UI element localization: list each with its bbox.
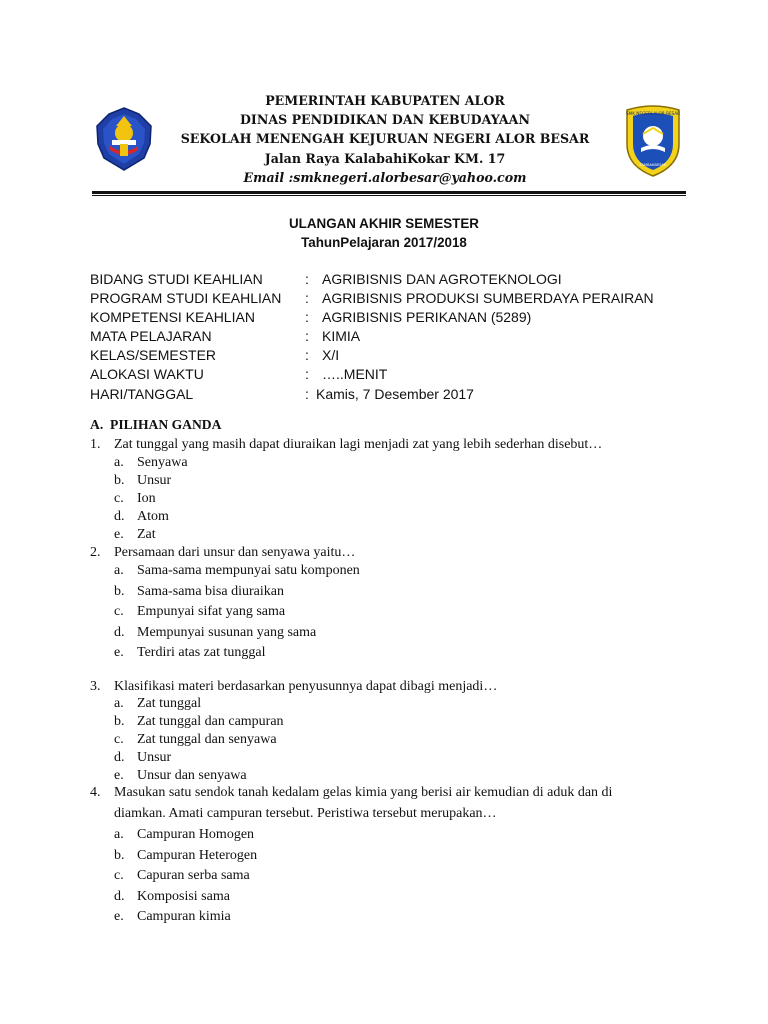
info-label: KOMPETENSI KEAHLIAN (90, 309, 255, 325)
option-text: Mempunyai susunan yang sama (137, 625, 317, 640)
letterhead-divider-thin (92, 195, 686, 196)
info-label: PROGRAM STUDI KEAHLIAN (90, 290, 282, 306)
answer-option (0, 909, 768, 927)
option-letter: c. (114, 491, 124, 506)
answer-option (0, 527, 768, 545)
info-label: ALOKASI WAKTU (90, 366, 204, 382)
letterhead-address: Jalan Raya KalabahiKokar KM. 17 (264, 151, 506, 166)
option-letter: d. (114, 889, 125, 904)
email-address: smknegeri.alorbesar@yahoo.com (293, 170, 527, 185)
option-letter: a. (114, 827, 124, 842)
option-letter: e. (114, 909, 124, 924)
option-text: Komposisi sama (137, 889, 230, 904)
option-letter: b. (114, 473, 125, 488)
info-value: …..MENIT (322, 366, 388, 382)
option-letter: b. (114, 714, 125, 729)
answer-option (0, 750, 768, 768)
option-letter: e. (114, 527, 124, 542)
letterhead-divider-thick (92, 191, 686, 194)
question-text: diamkan. Amati campuran tersebut. Peristiwa tersebut merupakan… (114, 806, 497, 821)
option-text: Terdiri atas zat tunggal (137, 645, 266, 660)
option-text: Senyawa (137, 455, 188, 470)
option-text: Campuran Heterogen (137, 848, 258, 863)
info-colon: : (305, 271, 309, 287)
option-text: Empunyai sifat yang sama (137, 604, 286, 619)
option-text: Zat tunggal dan campuran (137, 714, 284, 729)
option-letter: e. (114, 645, 124, 660)
option-text: Zat tunggal (137, 696, 202, 711)
question-text: Zat tunggal yang masih dapat diuraikan lagi menjadi zat yang lebih sederhan disebut… (114, 437, 603, 452)
info-colon: : (305, 386, 309, 402)
option-letter: a. (114, 455, 124, 470)
question-number: 4. (90, 785, 101, 800)
option-text: Zat tunggal dan senyawa (137, 732, 277, 747)
answer-option (0, 732, 768, 750)
section-heading: A. PILIHAN GANDA (90, 417, 222, 432)
exam-title: ULANGAN AKHIR SEMESTER (289, 216, 479, 231)
logo-top-text: SMK NEGERI ALOR BESAR (625, 111, 681, 116)
answer-option (0, 455, 768, 473)
answer-option (0, 868, 768, 886)
info-value: AGRIBISNIS PERIKANAN (5289) (322, 309, 532, 325)
info-colon: : (305, 290, 309, 306)
answer-option (0, 645, 768, 663)
answer-option (0, 625, 768, 643)
option-text: Unsur dan senyawa (137, 768, 247, 783)
letterhead-line-2: DINAS PENDIDIKAN DAN KEBUDAYAAN (240, 112, 530, 127)
question-text: Klasifikasi materi berdasarkan penyusunnya dapat dibagi menjadi… (114, 679, 498, 694)
option-letter: d. (114, 625, 125, 640)
info-value: AGRIBISNIS PRODUKSI SUMBERDAYA PERAIRAN (322, 290, 654, 306)
option-letter: a. (114, 696, 124, 711)
option-text: Zat (137, 527, 156, 542)
info-row (0, 271, 768, 289)
info-label: BIDANG STUDI KEAHLIAN (90, 271, 263, 287)
info-label: HARI/TANGGAL (90, 386, 194, 402)
question-number: 3. (90, 679, 101, 694)
option-letter: c. (114, 732, 124, 747)
answer-option (0, 848, 768, 866)
info-value: KIMIA (322, 328, 361, 344)
option-letter: e. (114, 768, 124, 783)
info-row (0, 309, 768, 327)
info-row (0, 366, 768, 384)
option-text: Campuran Homogen (137, 827, 255, 842)
option-letter: b. (114, 584, 125, 599)
logo-bottom-text: TAMBAKBESAR (639, 163, 667, 167)
answer-option (0, 563, 768, 581)
info-colon: : (305, 347, 309, 363)
email-label: Email : (243, 170, 294, 185)
answer-option (0, 889, 768, 907)
option-text: Sama-sama bisa diuraikan (137, 584, 284, 599)
letterhead-line-3: SEKOLAH MENENGAH KEJURUAN NEGERI ALOR BESAR (180, 131, 590, 146)
letterhead-line-1: PEMERINTAH KABUPATEN ALOR (265, 93, 505, 108)
info-row (0, 328, 768, 346)
info-label: KELAS/SEMESTER (90, 347, 217, 363)
info-label: MATA PELAJARAN (90, 328, 212, 344)
info-row (0, 347, 768, 365)
exam-year: TahunPelajaran 2017/2018 (301, 235, 467, 250)
letterhead-email-line (150, 170, 620, 185)
answer-option (0, 509, 768, 527)
info-colon: : (305, 366, 309, 382)
option-letter: c. (114, 604, 124, 619)
option-text: Unsur (137, 750, 172, 765)
option-text: Sama-sama mempunyai satu komponen (137, 563, 360, 578)
option-letter: d. (114, 509, 125, 524)
answer-option (0, 584, 768, 602)
question-number: 1. (90, 437, 101, 452)
answer-option (0, 491, 768, 509)
option-letter: c. (114, 868, 124, 883)
answer-option (0, 473, 768, 491)
answer-option (0, 827, 768, 845)
option-text: Atom (137, 509, 169, 524)
question-number: 2. (90, 545, 101, 560)
option-text: Capuran serba sama (137, 868, 250, 883)
option-letter: d. (114, 750, 125, 765)
option-text: Ion (137, 491, 156, 506)
tut-wuri-handayani-logo (94, 106, 154, 174)
info-value: AGRIBISNIS DAN AGROTEKNOLOGI (322, 271, 562, 287)
answer-option (0, 768, 768, 786)
info-colon: : (305, 309, 309, 325)
question-text: Masukan satu sendok tanah kedalam gelas kimia yang berisi air kemudian di aduk dan di (114, 785, 613, 800)
option-text: Unsur (137, 473, 172, 488)
option-letter: b. (114, 848, 125, 863)
info-value: X/I (322, 347, 340, 363)
option-text: Campuran kimia (137, 909, 231, 924)
answer-option (0, 604, 768, 622)
answer-option (0, 696, 768, 714)
info-row (0, 290, 768, 308)
question-text: Persamaan dari unsur dan senyawa yaitu… (114, 545, 356, 560)
info-colon: : (305, 328, 309, 344)
option-letter: a. (114, 563, 124, 578)
smk-alor-besar-logo (621, 104, 685, 180)
answer-option (0, 714, 768, 732)
info-value: Kamis, 7 Desember 2017 (316, 386, 474, 402)
info-row (0, 386, 768, 404)
